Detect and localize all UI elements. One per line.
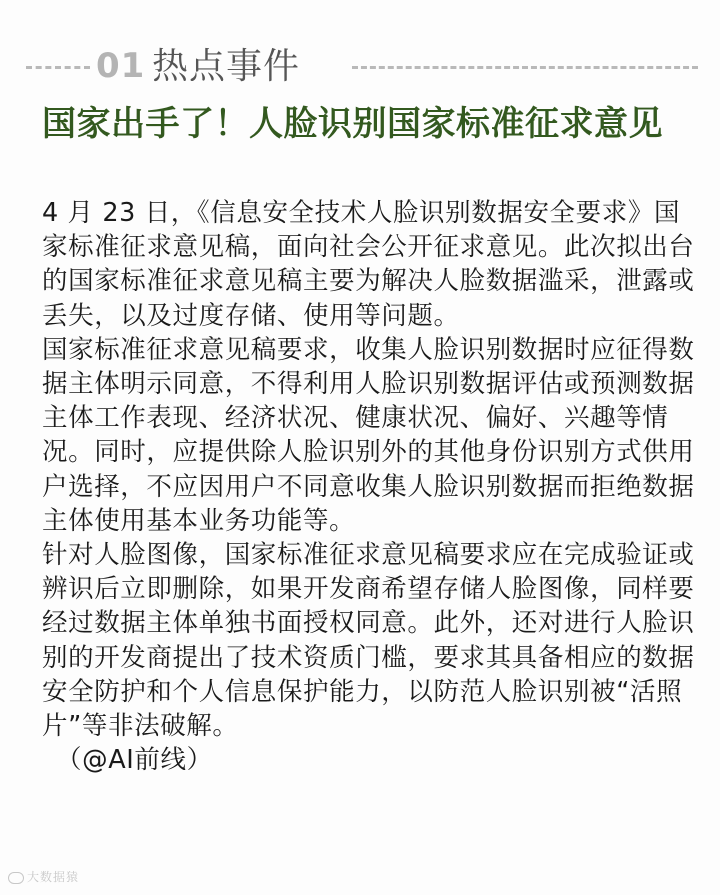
watermark <box>8 868 79 886</box>
watermark-logo-icon <box>8 872 24 884</box>
section-header <box>0 42 720 94</box>
dashed-divider-right <box>352 66 698 69</box>
article-body <box>42 196 702 777</box>
paragraph-intro: 4 月 23 日，《信息安全技术人脸识别数据安全要求》国家标准征求意见稿，面向社会公开征求意见。此次拟出台的国家标准征求意见稿主要为解决人脸数据滥采，泄露或丢失，以及过度存储、使用等问题。 <box>42 198 695 331</box>
section-label: 热点事件 <box>152 46 301 87</box>
dashed-divider-left <box>26 66 90 69</box>
section-number: 01 <box>96 46 146 86</box>
headline: 国家出手了！人脸识别国家标准征求意见 <box>42 104 663 144</box>
paragraph-requirements: 国家标准征求意见稿要求，收集人脸识别数据时应征得数据主体明示同意，不得利用人脸识别数据评估或预测数据主体工作表现、经济状况、健康状况、偏好、兴趣等情况。同时，应提供除人脸识别外的其他身份识别方式供用户选择，不应因用户不同意收集人脸识别数据而拒绝数据主体使用基本业务功能等。 <box>42 334 695 536</box>
source-credit: （@AI前线） <box>56 745 213 776</box>
paragraph-face-images: 针对人脸图像，国家标准征求意见稿要求应在完成验证或辨识后立即删除，如果开发商希望存储人脸图像，同样要经过数据主体单独书面授权同意。此外，还对进行人脸识别的开发商提出了技术资质门槛，要求其具备相应的数据安全防护和个人信息保护能力，以防范人脸识别被“活照片”等非法破解。 <box>42 540 695 742</box>
watermark-text: 大数据猿 <box>27 870 80 884</box>
